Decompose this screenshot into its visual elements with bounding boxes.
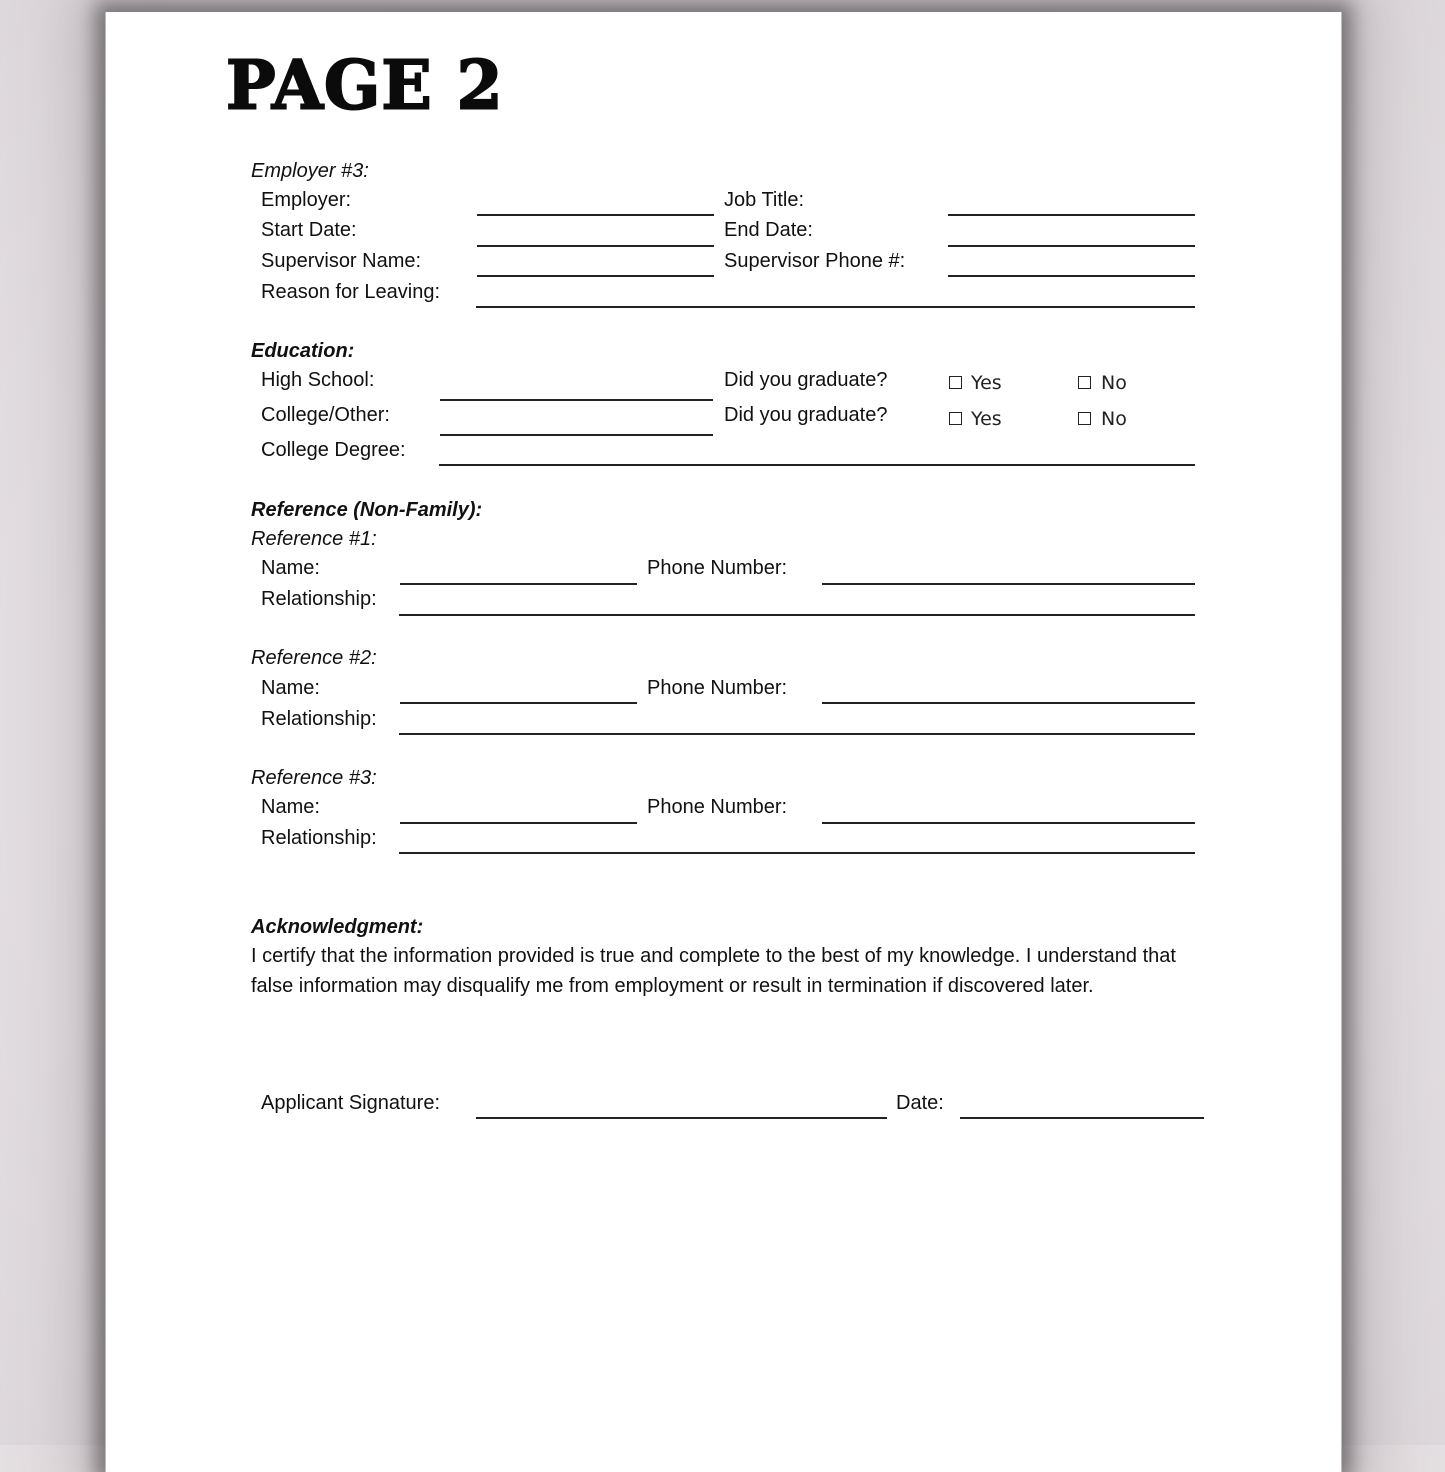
- hs-no-label: No: [1101, 372, 1127, 394]
- degree-field[interactable]: [439, 464, 1195, 466]
- hs-graduate-question: Did you graduate?: [724, 369, 888, 391]
- reference1-phone-label: Phone Number:: [647, 557, 788, 579]
- signature-field[interactable]: [476, 1117, 887, 1119]
- job-title-label: Job Title:: [724, 189, 805, 211]
- education-heading: Education:: [251, 340, 355, 362]
- date-field[interactable]: [960, 1117, 1204, 1119]
- reference2-relationship-label: Relationship:: [261, 708, 377, 730]
- reference1-phone-field[interactable]: [822, 583, 1195, 585]
- hs-yes-label: Yes: [971, 372, 1002, 394]
- reference2-phone-field[interactable]: [822, 702, 1195, 704]
- start-date-label: Start Date:: [261, 219, 357, 241]
- reference3-phone-field[interactable]: [822, 822, 1195, 824]
- reference3-relationship-field[interactable]: [399, 852, 1195, 854]
- high-school-label: High School:: [261, 369, 375, 391]
- reference2-heading: Reference #2:: [251, 647, 377, 669]
- employer-label: Employer:: [261, 189, 352, 211]
- reference3-name-label: Name:: [261, 796, 320, 818]
- reason-label: Reason for Leaving:: [261, 281, 441, 303]
- references-heading: Reference (Non-Family):: [251, 499, 483, 521]
- end-date-label: End Date:: [724, 219, 813, 241]
- page-title: PAGE 2: [226, 45, 504, 125]
- high-school-field[interactable]: [440, 399, 713, 401]
- college-no-label: No: [1101, 408, 1127, 430]
- acknowledgment-heading: Acknowledgment:: [251, 916, 424, 938]
- reference1-name-label: Name:: [261, 557, 320, 579]
- supervisor-name-label: Supervisor Name:: [261, 250, 422, 272]
- college-graduate-question: Did you graduate?: [724, 404, 888, 426]
- reference1-heading: Reference #1:: [251, 528, 377, 550]
- supervisor-name-field[interactable]: [477, 275, 714, 277]
- reference3-phone-label: Phone Number:: [647, 796, 788, 818]
- reference1-relationship-field[interactable]: [399, 614, 1195, 616]
- reference2-relationship-field[interactable]: [399, 733, 1195, 735]
- reference2-name-label: Name:: [261, 677, 320, 699]
- reference3-name-field[interactable]: [400, 822, 637, 824]
- hs-yes-checkbox[interactable]: [949, 376, 962, 389]
- hs-no-checkbox[interactable]: [1078, 376, 1091, 389]
- supervisor-phone-field[interactable]: [948, 275, 1195, 277]
- reason-field[interactable]: [476, 306, 1195, 308]
- reference1-relationship-label: Relationship:: [261, 588, 377, 610]
- acknowledgment-text: I certify that the information provided is true and complete to the best of my knowledge. I understand that false information may disqualify me from employment or result in termination if discovered later.: [251, 945, 1176, 997]
- end-date-field[interactable]: [948, 245, 1195, 247]
- reference3-heading: Reference #3:: [251, 767, 377, 789]
- college-no-checkbox[interactable]: [1078, 412, 1091, 425]
- reference2-name-field[interactable]: [400, 702, 637, 704]
- college-yes-checkbox[interactable]: [949, 412, 962, 425]
- employer-field[interactable]: [477, 214, 714, 216]
- employer3-heading: Employer #3:: [251, 160, 369, 182]
- start-date-field[interactable]: [477, 245, 714, 247]
- date-label: Date:: [896, 1092, 944, 1114]
- college-label: College/Other:: [261, 404, 390, 426]
- signature-label: Applicant Signature:: [261, 1092, 441, 1114]
- degree-label: College Degree:: [261, 439, 406, 461]
- supervisor-phone-label: Supervisor Phone #:: [724, 250, 906, 272]
- job-title-field[interactable]: [948, 214, 1195, 216]
- college-yes-label: Yes: [971, 408, 1002, 430]
- reference1-name-field[interactable]: [400, 583, 637, 585]
- reference3-relationship-label: Relationship:: [261, 827, 377, 849]
- reference2-phone-label: Phone Number:: [647, 677, 788, 699]
- college-field[interactable]: [440, 434, 713, 436]
